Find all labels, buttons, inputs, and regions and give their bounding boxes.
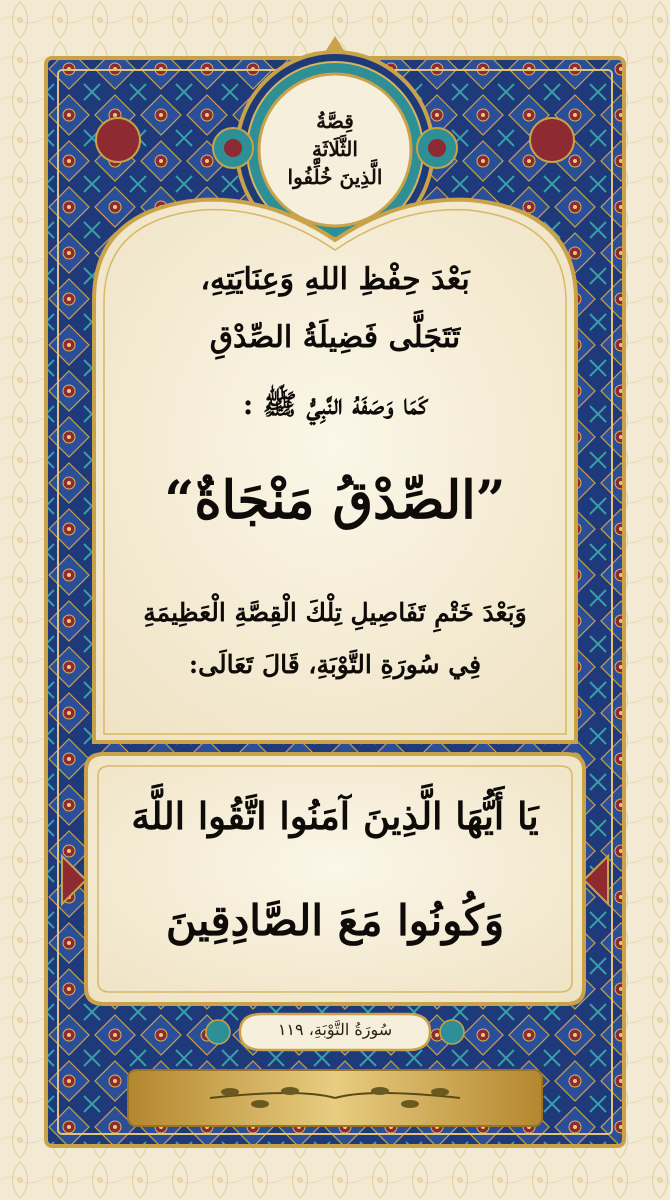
- verse-line-1: يَا أَيُّهَا الَّذِينَ آمَنُوا اتَّقُوا اللَّهَ: [131, 794, 539, 838]
- verse-reference: سُورَةُ التَّوْبَةِ، ١١٩: [277, 1020, 393, 1039]
- body-line-1: بَعْدَ حِفْظِ اللهِ وَعِنَايَتِهِ،: [200, 262, 470, 297]
- hadith-quote: ”الصِّدْقُ مَنْجَاةٌ“: [164, 470, 506, 531]
- body-line-4: وَبَعْدَ خَتْمِ تَفَاصِيلِ تِلْكَ الْقِصَّةِ الْعَظِيمَةِ: [143, 598, 527, 627]
- title-line-2: الثَّلَاثَةِ: [312, 137, 358, 161]
- body-line-5: فِي سُورَةِ التَّوْبَةِ، قَالَ تَعَالَى:: [188, 650, 482, 679]
- body-line-2: تَتَجَلَّى فَضِيلَةُ الصِّدْقِ: [209, 320, 461, 355]
- title-line-1: قِصَّةُ: [316, 109, 354, 133]
- title-line-3: الَّذِينَ خُلِّفُوا: [287, 165, 383, 189]
- verse-line-2: وَكُونُوا مَعَ الصَّادِقِينَ: [165, 896, 505, 945]
- body-line-3: كَمَا وَصَفَهُ النَّبِيُّ ﷺ :: [242, 388, 428, 421]
